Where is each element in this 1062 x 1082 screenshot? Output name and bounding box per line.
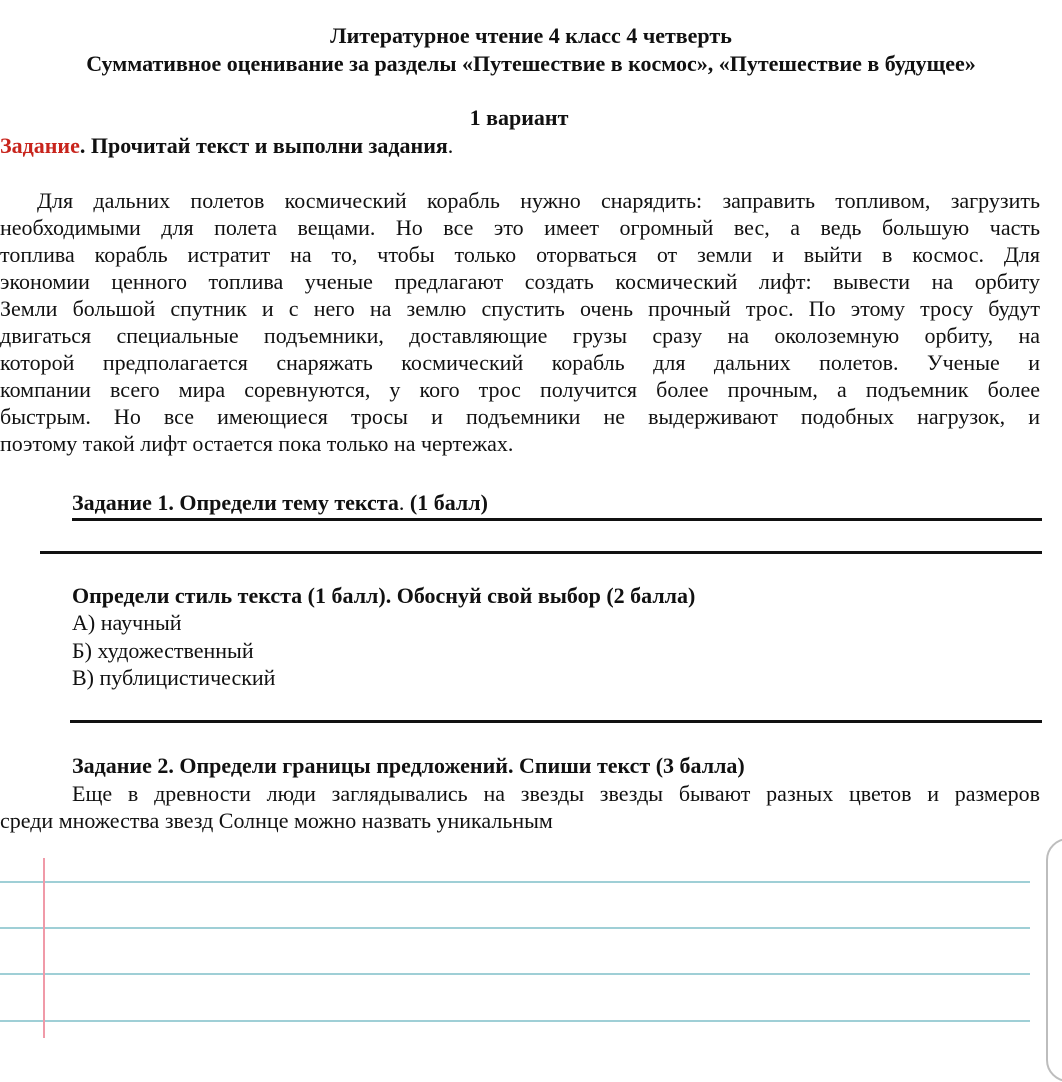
- style-option-c: В) публицистический: [72, 665, 276, 690]
- passage-line: компании всего мира соревнуются, у кого трос получится более прочным, а подъемник более: [0, 377, 1040, 402]
- passage-line: которой предполагается снаряжать космический корабль для дальних полетов. Ученые и: [0, 350, 1040, 375]
- passage-line: Земли большой спутник и с него на землю спустить очень прочный трос. По этому тросу будут: [0, 296, 1040, 321]
- style-option-a: А) научный: [72, 610, 182, 635]
- task-intro-dot: .: [447, 133, 454, 158]
- task1-title: Задание 1. Определи тему текста: [72, 490, 399, 515]
- task2-title: Задание 2. Определи границы предложений. Спиши текст (3 балла): [72, 753, 745, 778]
- task-intro-label: Задание: [0, 133, 80, 158]
- style-answer-line[interactable]: [70, 720, 1042, 723]
- task1-heading: [72, 490, 488, 516]
- document-title: Литературное чтение 4 класс 4 четверть: [330, 23, 732, 48]
- variant-label: 1 вариант: [469, 105, 569, 130]
- passage-line: топлива корабль истратит на то, чтобы только оторваться от земли и выйти в космос. Для: [0, 242, 1040, 267]
- task2-text-line: Еще в древности люди заглядывались на звезды звезды бывают разных цветов и размеров: [72, 781, 1040, 806]
- passage-line: быстрым. Но все имеющиеся тросы и подъемники не выдерживают подобных нагрузок, и: [0, 404, 1040, 429]
- document-subtitle: Суммативное оценивание за разделы «Путешествие в космос», «Путешествие в будущее»: [86, 51, 976, 76]
- passage-line: двигаться специальные подъемники, доставляющие грузы сразу на околоземную орбиту, на: [0, 323, 1040, 348]
- ruled-line: [0, 973, 1030, 975]
- style-option-b: Б) художественный: [72, 638, 254, 663]
- task1-points: (1 балл): [404, 490, 488, 515]
- ruled-line: [0, 881, 1030, 883]
- task1-answer-line[interactable]: [72, 518, 1042, 521]
- margin-line: [43, 858, 45, 1038]
- task-intro: [0, 133, 453, 159]
- task2-text-line: среди множества звезд Солнце можно назвать уникальным: [0, 808, 553, 833]
- ruled-line: [0, 1020, 1030, 1022]
- task1-title-dot: .: [398, 490, 405, 515]
- ruled-line: [0, 927, 1030, 929]
- passage-line: Для дальних полетов космический корабль нужно снарядить: заправить топливом, загрузить: [37, 188, 1040, 213]
- task1-answer-line-2[interactable]: [40, 551, 1042, 554]
- passage-line: экономии ценного топлива ученые предлагают создать космический лифт: вывести на орбиту: [0, 269, 1040, 294]
- passage-line: поэтому такой лифт остается пока только на чертежах.: [0, 431, 514, 456]
- style-task-title: Определи стиль текста (1 балл). Обоснуй свой выбор (2 балла): [72, 583, 696, 608]
- task-intro-text: . Прочитай текст и выполни задания: [79, 133, 448, 158]
- passage-line: необходимыми для полета вещами. Но все это имеет огромный вес, а ведь большую часть: [0, 215, 1040, 240]
- notebook-edge: [1046, 838, 1062, 1082]
